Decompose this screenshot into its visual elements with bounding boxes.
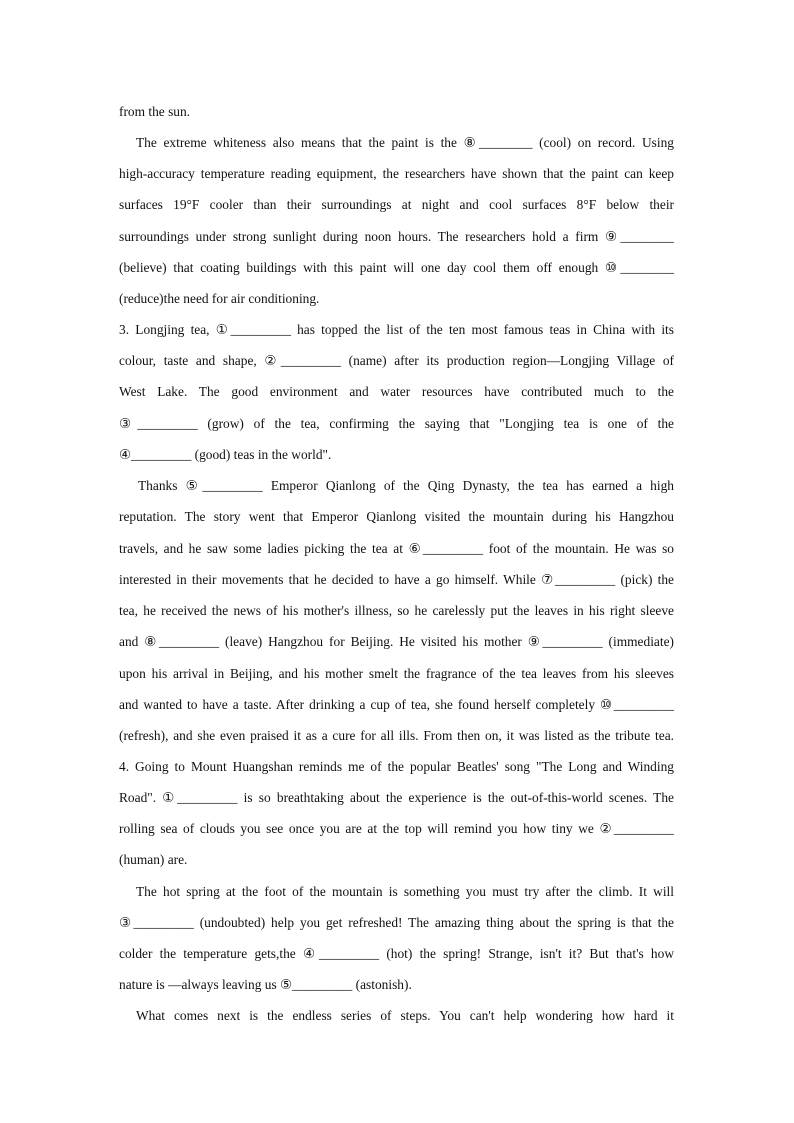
text-line: What comes next is the endless series of steps. You can't help wondering how hard it — [136, 1008, 674, 1023]
text-line: high-accuracy temperature reading equipment, the researchers have shown that the paint can keep — [119, 166, 674, 181]
text-line: from the sun. — [119, 104, 191, 119]
text-line: The extreme whiteness also means that the paint is the ⑧________ (cool) on record. Using — [136, 135, 674, 150]
text-line: Thanks ⑤_________ Emperor Qianlong of the Qing Dynasty, the tea has earned a high — [138, 478, 674, 493]
text-line: reputation. The story went that Emperor Qianlong visited the mountain during his Hangzhou — [119, 509, 674, 524]
text-line: 3. Longjing tea, ①_________ has topped the list of the ten most famous teas in China with its — [119, 322, 674, 337]
text-line: and wanted to have a taste. After drinking a cup of tea, she found herself completely ⑩_________ — [119, 697, 674, 712]
text-line: colder the temperature gets,the ④_________ (hot) the spring! Strange, isn't it? But that's how — [119, 946, 674, 961]
text-line: (reduce)the need for air conditioning. — [119, 291, 320, 306]
text-line: Road". ①_________ is so breathtaking about the experience is the out-of-this-world scenes. The — [119, 790, 674, 805]
text-line: interested in their movements that he decided to have a go himself. While ⑦_________ (pick) the — [119, 572, 674, 587]
text-line: ③_________ (undoubted) help you get refreshed! The amazing thing about the spring is that the — [119, 915, 674, 930]
text-line: surfaces 19°F cooler than their surroundings at night and cool surfaces 8°F below their — [119, 197, 674, 212]
text-line: (believe) that coating buildings with this paint will one day cool them off enough ⑩________ — [119, 260, 674, 275]
text-line: tea, he received the news of his mother's illness, so he carelessly put the leaves in his right sleeve — [119, 603, 674, 618]
text-line: travels, and he saw some ladies picking the tea at ⑥_________ foot of the mountain. He was so — [119, 541, 674, 556]
text-line: 4. Going to Mount Huangshan reminds me of the popular Beatles' song "The Long and Winding — [119, 759, 674, 774]
text-line: (refresh), and she even praised it as a cure for all ills. From then on, it was listed as the tribute tea. — [119, 728, 674, 743]
text-line: The hot spring at the foot of the mountain is something you must try after the climb. It will — [136, 884, 674, 899]
text-line: West Lake. The good environment and water resources have contributed much to the — [119, 384, 674, 399]
text-line: ④_________ (good) teas in the world". — [119, 447, 332, 462]
text-line: upon his arrival in Beijing, and his mother smelt the fragrance of the tea leaves from his sleeves — [119, 666, 674, 681]
text-line: (human) are. — [119, 852, 188, 867]
text-line: and ⑧_________ (leave) Hangzhou for Beijing. He visited his mother ⑨_________ (immediate) — [119, 634, 674, 649]
text-line: colour, taste and shape, ②_________ (name) after its production region—Longjing Village of — [119, 353, 674, 368]
text-line: nature is —always leaving us ⑤_________ (astonish). — [119, 977, 412, 992]
text-line: ③_________ (grow) of the tea, confirming the saying that "Longjing tea is one of the — [119, 416, 674, 431]
text-line: rolling sea of clouds you see once you are at the top will remind you how tiny we ②_________ — [119, 821, 674, 836]
text-line: surroundings under strong sunlight during noon hours. The researchers hold a firm ⑨________ — [119, 229, 674, 244]
